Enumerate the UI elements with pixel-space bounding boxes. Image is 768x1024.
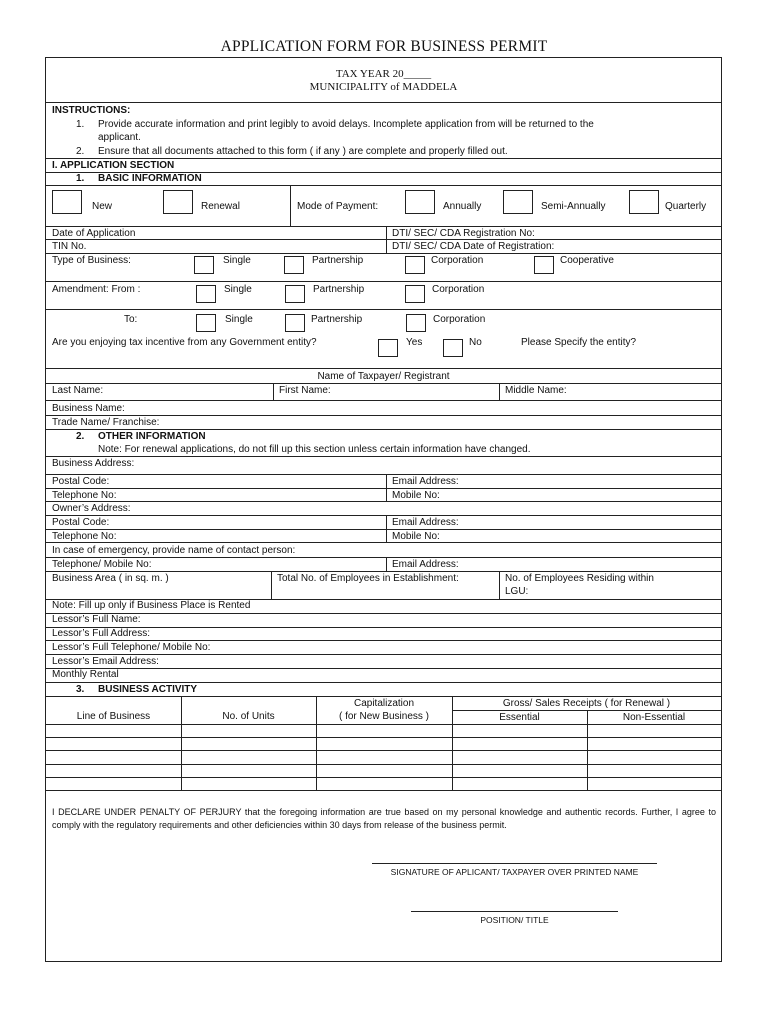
quarterly-checkbox[interactable] bbox=[629, 190, 659, 214]
emergency-telephone-field[interactable]: Telephone/ Mobile No: bbox=[52, 559, 152, 570]
type-partnership-checkbox[interactable] bbox=[284, 256, 304, 274]
position-line[interactable] bbox=[411, 911, 618, 912]
tax-year: TAX YEAR 20_____ bbox=[335, 68, 432, 80]
lessor-address-field[interactable]: Lessor’s Full Address: bbox=[52, 628, 151, 639]
dti-registration-no-field[interactable]: DTI/ SEC/ CDA Registration No: bbox=[392, 228, 535, 239]
divider bbox=[46, 501, 721, 502]
table-row bbox=[46, 724, 721, 725]
from-corporation-checkbox[interactable] bbox=[405, 285, 425, 303]
divider bbox=[273, 383, 274, 400]
divider bbox=[46, 226, 721, 227]
from-partnership-label: Partnership bbox=[313, 284, 365, 295]
divider bbox=[290, 185, 291, 226]
divider bbox=[46, 456, 721, 457]
instruction-1: Provide accurate information and print legibly to avoid delays. Incomplete application from will be returned to the bbox=[98, 119, 594, 130]
table-row[interactable] bbox=[46, 777, 721, 778]
divider bbox=[46, 668, 721, 669]
col-line-of-business: Line of Business bbox=[76, 711, 151, 722]
middle-name-field[interactable]: Middle Name: bbox=[505, 385, 567, 396]
to-single-label: Single bbox=[225, 314, 253, 325]
divider bbox=[46, 383, 721, 384]
business-email-field[interactable]: Email Address: bbox=[392, 476, 459, 487]
divider bbox=[46, 400, 721, 401]
instructions-heading: INSTRUCTIONS: bbox=[52, 105, 131, 116]
table-row[interactable] bbox=[46, 790, 721, 791]
date-of-application-field[interactable]: Date of Application bbox=[52, 228, 136, 239]
instruction-1-cont: applicant. bbox=[98, 132, 141, 143]
taxpayer-heading: Name of Taxpayer/ Registrant bbox=[317, 371, 450, 382]
divider bbox=[452, 710, 721, 711]
type-of-business-label: Type of Business: bbox=[52, 255, 131, 266]
emergency-contact-field[interactable]: In case of emergency, provide name of contact person: bbox=[52, 545, 296, 556]
first-name-field[interactable]: First Name: bbox=[279, 385, 331, 396]
other-info-num: 2. bbox=[76, 431, 85, 442]
renewal-checkbox[interactable] bbox=[163, 190, 193, 214]
signature-label: SIGNATURE OF APLICANT/ TAXPAYER OVER PRINTED NAME bbox=[390, 867, 639, 877]
divider bbox=[46, 368, 721, 369]
to-partnership-label: Partnership bbox=[311, 314, 363, 325]
divider bbox=[46, 488, 721, 489]
type-partnership-label: Partnership bbox=[312, 255, 364, 266]
dti-registration-date-field[interactable]: DTI/ SEC/ CDA Date of Registration: bbox=[392, 241, 555, 252]
amendment-to-label: To: bbox=[124, 314, 138, 325]
to-corporation-checkbox[interactable] bbox=[406, 314, 426, 332]
owner-postal-code-field[interactable]: Postal Code: bbox=[52, 517, 110, 528]
divider bbox=[46, 158, 721, 159]
specify-entity-label: Please Specify the entity? bbox=[521, 337, 637, 348]
divider bbox=[46, 682, 721, 683]
divider bbox=[386, 557, 387, 571]
lessor-name-field[interactable]: Lessor’s Full Name: bbox=[52, 614, 141, 625]
owners-address-field[interactable]: Owner’s Address: bbox=[52, 503, 131, 514]
mode-of-payment-label: Mode of Payment: bbox=[297, 201, 379, 212]
form-title: APPLICATION FORM FOR BUSINESS PERMIT bbox=[220, 38, 548, 55]
last-name-field[interactable]: Last Name: bbox=[52, 385, 104, 396]
position-label: POSITION/ TITLE bbox=[480, 915, 549, 925]
amendment-from-label: Amendment: From : bbox=[52, 284, 141, 295]
type-cooperative-label: Cooperative bbox=[560, 255, 614, 266]
quarterly-label: Quarterly bbox=[665, 201, 707, 212]
incentive-no-checkbox[interactable] bbox=[443, 339, 463, 357]
business-postal-code-field[interactable]: Postal Code: bbox=[52, 476, 110, 487]
from-corporation-label: Corporation bbox=[432, 284, 485, 295]
divider bbox=[46, 429, 721, 430]
incentive-yes-checkbox[interactable] bbox=[378, 339, 398, 357]
signature-line[interactable] bbox=[372, 863, 657, 864]
type-corporation-label: Corporation bbox=[431, 255, 484, 266]
type-single-label: Single bbox=[223, 255, 251, 266]
divider bbox=[46, 253, 721, 254]
new-checkbox[interactable] bbox=[52, 190, 82, 214]
business-address-field[interactable]: Business Address: bbox=[52, 458, 135, 469]
basic-info-heading: BASIC INFORMATION bbox=[98, 173, 202, 184]
col-essential: Essential bbox=[499, 712, 540, 723]
from-single-label: Single bbox=[224, 284, 252, 295]
owner-mobile-field[interactable]: Mobile No: bbox=[392, 531, 440, 542]
lessor-phone-field[interactable]: Lessor’s Full Telephone/ Mobile No: bbox=[52, 642, 211, 653]
col-gross-sales: Gross/ Sales Receipts ( for Renewal ) bbox=[502, 698, 671, 709]
municipality: MUNICIPALITY of MADDELA bbox=[309, 81, 458, 93]
divider bbox=[499, 383, 500, 400]
business-mobile-field[interactable]: Mobile No: bbox=[392, 490, 440, 501]
divider bbox=[46, 571, 721, 572]
divider bbox=[46, 515, 721, 516]
owner-email-field[interactable]: Email Address: bbox=[392, 517, 459, 528]
semi-annually-checkbox[interactable] bbox=[503, 190, 533, 214]
new-label: New bbox=[92, 201, 113, 212]
rented-note: Note: Fill up only if Business Place is Rented bbox=[52, 600, 251, 611]
instruction-2: Ensure that all documents attached to this form ( if any ) are complete and properly filled out. bbox=[98, 146, 508, 157]
divider bbox=[271, 571, 272, 599]
incentive-no-label: No bbox=[469, 337, 482, 348]
annually-checkbox[interactable] bbox=[405, 190, 435, 214]
business-activity-num: 3. bbox=[76, 684, 85, 695]
to-partnership-checkbox[interactable] bbox=[285, 314, 305, 332]
from-single-checkbox[interactable] bbox=[196, 285, 216, 303]
divider bbox=[46, 542, 721, 543]
instruction-2-num: 2. bbox=[76, 146, 85, 157]
employees-lgu-field[interactable]: No. of Employees Residing within bbox=[505, 573, 654, 584]
table-row[interactable] bbox=[46, 737, 721, 738]
table-row[interactable] bbox=[46, 750, 721, 751]
employees-lgu-field-cont: LGU: bbox=[505, 586, 529, 597]
table-row[interactable] bbox=[46, 764, 721, 765]
divider bbox=[46, 102, 721, 103]
business-telephone-field[interactable]: Telephone No: bbox=[52, 490, 117, 501]
type-single-checkbox[interactable] bbox=[194, 256, 214, 274]
lessor-email-field[interactable]: Lessor’s Email Address: bbox=[52, 656, 159, 667]
owner-telephone-field[interactable]: Telephone No: bbox=[52, 531, 117, 542]
divider bbox=[46, 613, 721, 614]
divider bbox=[46, 309, 721, 310]
incentive-yes-label: Yes bbox=[406, 337, 423, 348]
col-non-essential: Non-Essential bbox=[622, 712, 686, 723]
divider bbox=[46, 654, 721, 655]
type-cooperative-checkbox[interactable] bbox=[534, 256, 554, 274]
trade-name-field[interactable]: Trade Name/ Franchise: bbox=[52, 417, 160, 428]
divider bbox=[46, 529, 721, 530]
application-section-heading: I. APPLICATION SECTION bbox=[52, 160, 175, 171]
divider bbox=[46, 185, 721, 186]
other-info-note: Note: For renewal applications, do not fill up this section unless certain information have changed. bbox=[98, 444, 531, 455]
col-capitalization: Capitalization bbox=[353, 698, 415, 709]
divider bbox=[46, 474, 721, 475]
divider bbox=[46, 415, 721, 416]
emergency-email-field[interactable]: Email Address: bbox=[392, 559, 459, 570]
business-area-field[interactable]: Business Area ( in sq. m. ) bbox=[52, 573, 169, 584]
basic-info-num: 1. bbox=[76, 173, 85, 184]
business-name-field[interactable]: Business Name: bbox=[52, 403, 125, 414]
to-corporation-label: Corporation bbox=[433, 314, 486, 325]
type-corporation-checkbox[interactable] bbox=[405, 256, 425, 274]
total-employees-field[interactable]: Total No. of Employees in Establishment: bbox=[277, 573, 459, 584]
semi-annually-label: Semi-Annually bbox=[541, 201, 606, 212]
divider bbox=[46, 557, 721, 558]
to-single-checkbox[interactable] bbox=[196, 314, 216, 332]
from-partnership-checkbox[interactable] bbox=[285, 285, 305, 303]
col-capitalization-sub: ( for New Business ) bbox=[338, 711, 430, 722]
tax-incentive-question: Are you enjoying tax incentive from any Government entity? bbox=[52, 337, 317, 348]
divider bbox=[46, 239, 721, 240]
divider bbox=[499, 571, 500, 599]
renewal-label: Renewal bbox=[201, 201, 240, 212]
declaration-text: I DECLARE UNDER PENALTY OF PERJURY that the foregoing information are true based on my personal knowledge and authentic records. Further, I agree to comply with the regulatory requirements and other deficiencies within 30 days from release of the business permit. bbox=[52, 807, 716, 830]
divider bbox=[46, 281, 721, 282]
other-info-heading: OTHER INFORMATION bbox=[98, 431, 206, 442]
monthly-rental-field[interactable]: Monthly Rental bbox=[52, 669, 119, 680]
divider bbox=[46, 640, 721, 641]
divider bbox=[46, 696, 721, 697]
instruction-1-num: 1. bbox=[76, 119, 85, 130]
annually-label: Annually bbox=[443, 201, 482, 212]
tin-no-field[interactable]: TIN No. bbox=[52, 241, 87, 252]
business-activity-heading: BUSINESS ACTIVITY bbox=[98, 684, 198, 695]
col-no-of-units: No. of Units bbox=[222, 711, 275, 722]
application-form bbox=[45, 57, 722, 962]
